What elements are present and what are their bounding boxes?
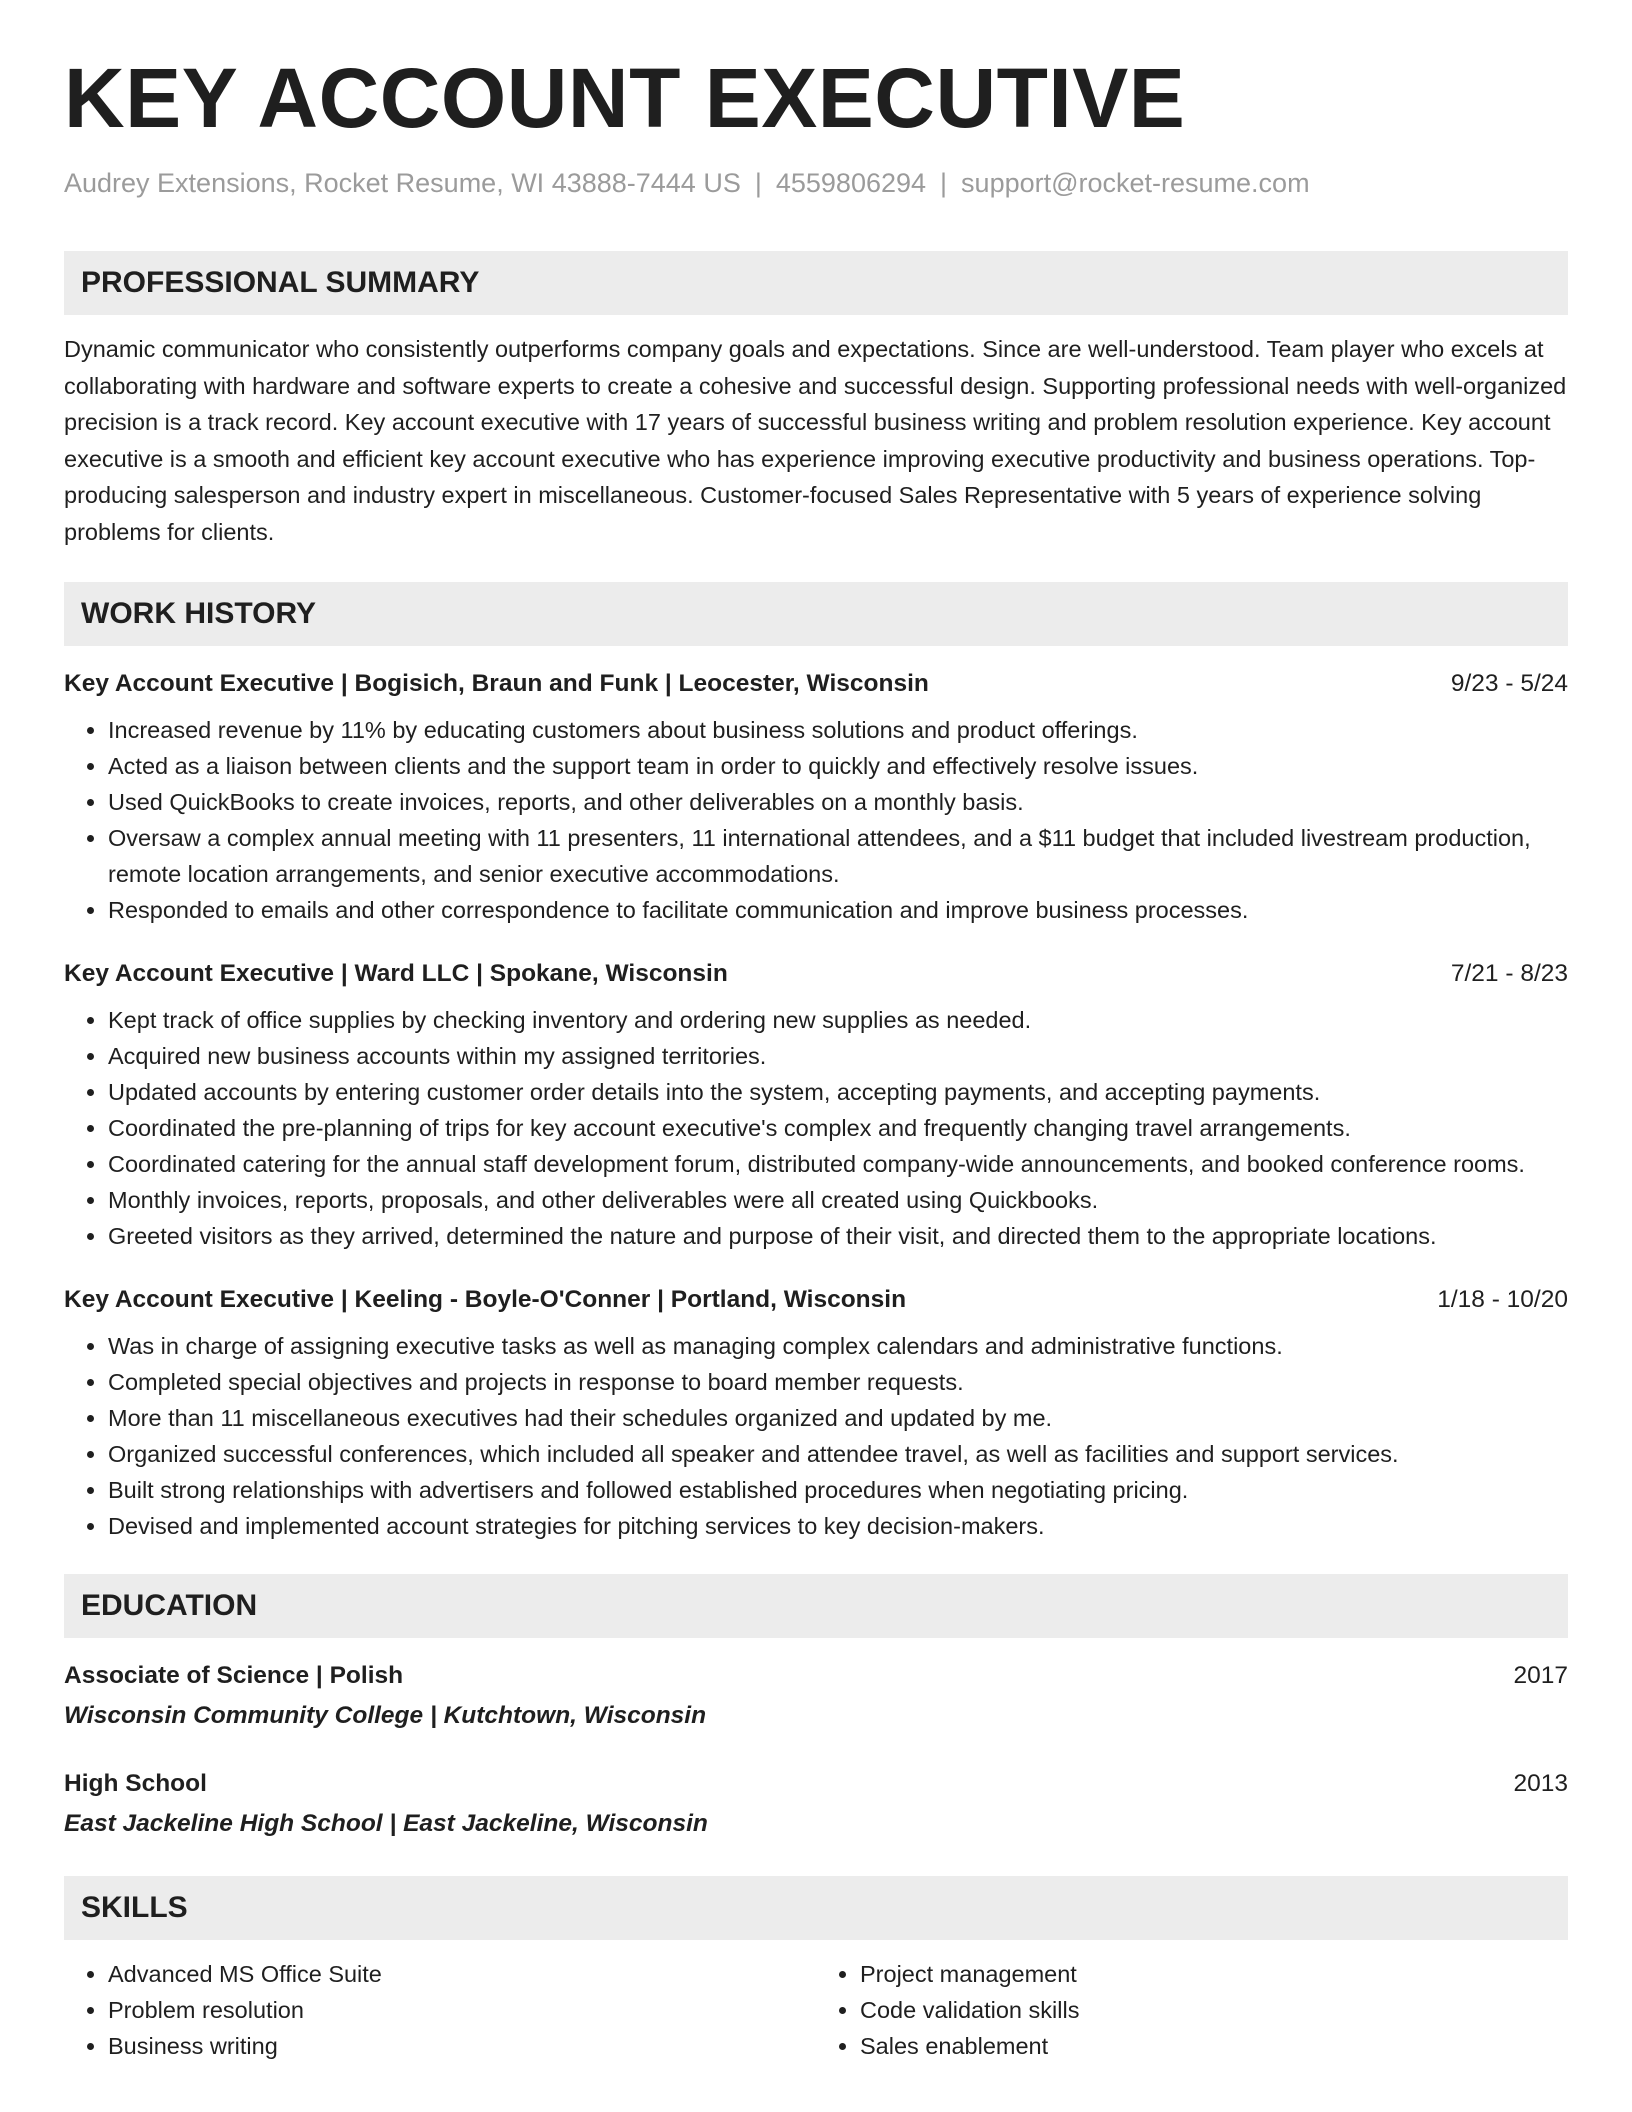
job-dates: 9/23 - 5/24 [1450,670,1568,697]
job-bullet: • More than 11 miscellaneous executives had their schedules organized and updated by me. [108,1400,1568,1436]
job-bullets [64,712,1568,928]
job-bullet: • Kept track of office supplies by checking inventory and ordering new supplies as needed. [108,1002,1568,1038]
education-entry [64,1766,1568,1842]
education-school: Wisconsin Community College | Kutchtown, Wisconsin [64,1702,707,1729]
skill-item: • Business writing [108,2028,816,2064]
job-header [64,666,1568,702]
education-entry [64,1658,1568,1734]
skill-item: • Problem resolution [108,1992,816,2028]
section-heading-work: WORK HISTORY [64,582,1568,646]
section-heading-summary: PROFESSIONAL SUMMARY [64,251,1568,315]
education-degree: Associate of Science | Polish [64,1662,404,1689]
job-title: Key Account Executive | Ward LLC | Spokane, Wisconsin [64,960,728,987]
skill-item: • Sales enablement [860,2028,1568,2064]
job-bullets [64,1002,1568,1254]
skills-list [64,1956,1568,2064]
skill-item: • Advanced MS Office Suite [108,1956,816,1992]
contact-separator: | [940,168,948,198]
job-bullet: • Oversaw a complex annual meeting with 11 presenters, 11 international attendees, and a $11 budget that included livestream production, remote location arrangements, and senior executive accommodations. [108,820,1568,892]
education-year: 2013 [1513,1770,1568,1797]
job-bullet: • Built strong relationships with advertisers and followed established procedures when negotiating pricing. [108,1472,1568,1508]
job-bullet: • Increased revenue by 11% by educating customers about business solutions and product offerings. [108,712,1568,748]
job-dates: 7/21 - 8/23 [1450,960,1568,987]
skill-item: • Code validation skills [860,1992,1568,2028]
job-title: Key Account Executive | Bogisich, Braun and Funk | Leocester, Wisconsin [64,670,929,697]
job-title: Key Account Executive | Keeling - Boyle-O'Conner | Portland, Wisconsin [64,1286,907,1313]
contact-email: support@rocket-resume.com [961,168,1310,198]
job-bullet: • Completed special objectives and projects in response to board member requests. [108,1364,1568,1400]
job-entry [64,666,1568,928]
contact-line [64,168,1568,199]
job-header [64,956,1568,992]
resume-page [64,51,1568,2064]
job-dates: 1/18 - 10/20 [1437,1286,1568,1313]
job-bullet: • Devised and implemented account strategies for pitching services to key decision-makers. [108,1508,1568,1544]
skills-column-left [64,1956,816,2064]
job-bullet: • Monthly invoices, reports, proposals, and other deliverables were all created using Quickbooks. [108,1182,1568,1218]
skill-item: • Project management [860,1956,1568,1992]
education-header [64,1658,1568,1694]
section-heading-skills: SKILLS [64,1876,1568,1940]
job-bullet: • Coordinated the pre-planning of trips for key account executive's complex and frequently changing travel arrangements. [108,1110,1568,1146]
skills-column-right [816,1956,1568,2064]
job-bullet: • Used QuickBooks to create invoices, reports, and other deliverables on a monthly basis. [108,784,1568,820]
job-entry [64,956,1568,1254]
contact-address: Audrey Extensions, Rocket Resume, WI 43888-7444 US [64,168,741,198]
job-header [64,1282,1568,1318]
education-school: East Jackeline High School | East Jackeline, Wisconsin [64,1810,708,1837]
summary-text: Dynamic communicator who consistently outperforms company goals and expectations. Since are well-understood. Team player who excels at collaborating with hardware and software experts to create a cohesive and successful design. Supporting professional needs with well-organized precision is a track record. Key account executive with 17 years of successful business writing and problem resolution experience. Key account executive is a smooth and efficient key account executive who has experience improving executive productivity and business operations. Top-producing salesperson and industry expert in miscellaneous. Customer-focused Sales Representative with 5 years of experience solving problems for clients. [64,336,1567,545]
contact-separator: | [754,168,762,198]
job-bullet: • Greeted visitors as they arrived, determined the nature and purpose of their visit, and directed them to the appropriate locations. [108,1218,1568,1254]
job-bullet: • Was in charge of assigning executive tasks as well as managing complex calendars and administrative functions. [108,1328,1568,1364]
job-bullet: • Updated accounts by entering customer order details into the system, accepting payments, and accepting payments. [108,1074,1568,1110]
job-bullets [64,1328,1568,1544]
job-bullet: • Responded to emails and other correspondence to facilitate communication and improve business processes. [108,892,1568,928]
job-bullet: • Acted as a liaison between clients and the support team in order to quickly and effectively resolve issues. [108,748,1568,784]
job-bullet: • Acquired new business accounts within my assigned territories. [108,1038,1568,1074]
section-heading-education: EDUCATION [64,1574,1568,1638]
job-entry [64,1282,1568,1544]
contact-phone: 4559806294 [775,168,927,198]
education-degree: High School [64,1770,207,1797]
resume-title: KEY ACCOUNT EXECUTIVE [64,51,1186,145]
education-year: 2017 [1513,1662,1568,1689]
job-bullet: • Coordinated catering for the annual staff development forum, distributed company-wide announcements, and booked conference rooms. [108,1146,1568,1182]
education-header [64,1766,1568,1802]
job-bullet: • Organized successful conferences, which included all speaker and attendee travel, as well as facilities and support services. [108,1436,1568,1472]
